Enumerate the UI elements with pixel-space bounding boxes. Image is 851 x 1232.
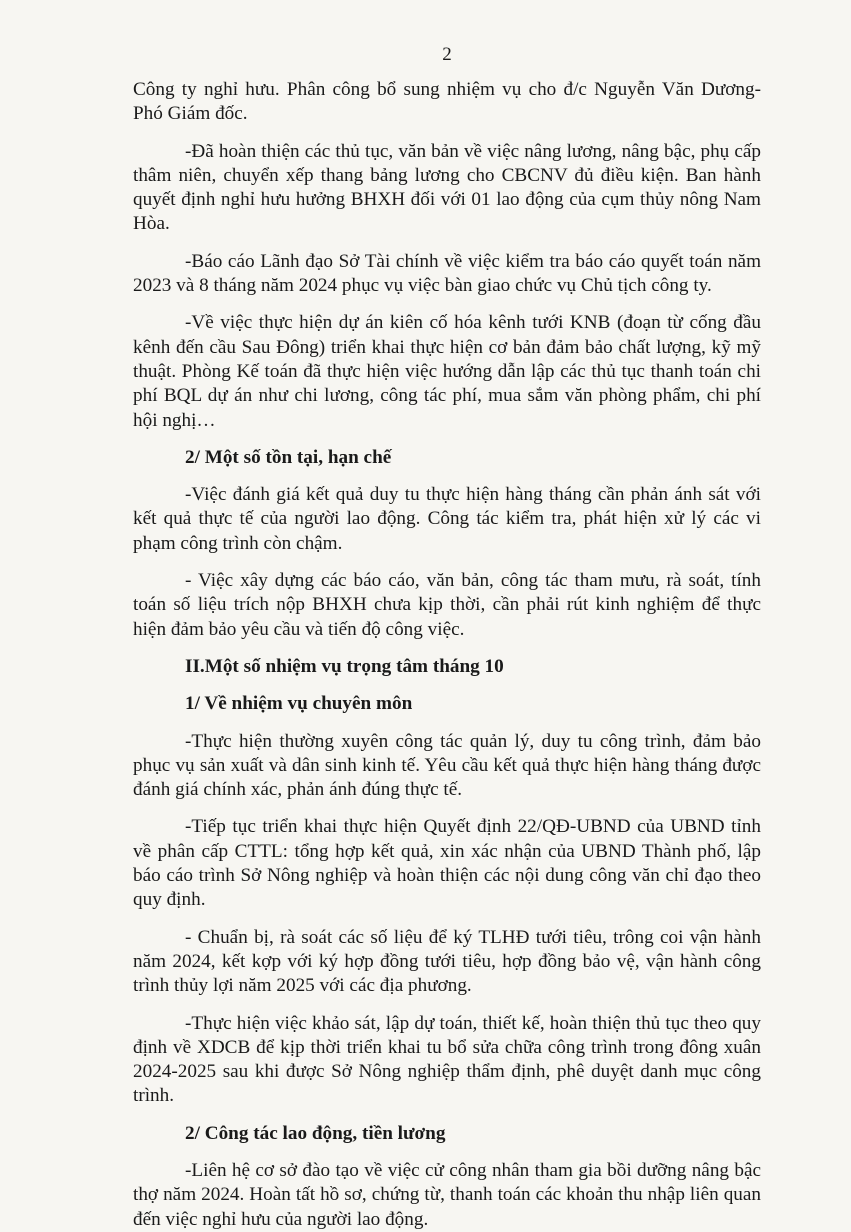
heading-expertise-tasks: 1/ Về nhiệm vụ chuyên môn — [185, 693, 413, 715]
paragraph-canal-project: -Về việc thực hiện dự án kiên cố hóa kênh tưới KNB (đoạn từ cống đầu kênh đến cầu Sau Đông) triển khai thực hiện cơ bản đảm bảo chất lượng, kỹ mỹ thuật. Phòng Kế toán đã thực hiện việc hướng dẫn lập các thủ tục thanh toán chi phí BQL dự án như chi lương, công tác phí, mua sắm văn phòng phẩm, chi phí hội nghị… — [133, 312, 761, 431]
paragraph-retirement-assignment: Công ty nghỉ hưu. Phân công bổ sung nhiệm vụ cho đ/c Nguyễn Văn Dương- Phó Giám đốc. — [133, 79, 761, 125]
heading-section-ii: II.Một số nhiệm vụ trọng tâm tháng 10 — [185, 655, 504, 677]
paragraph-decision-22: -Tiếp tục triển khai thực hiện Quyết định 22/QĐ-UBND của UBND tỉnh về phân cấp CTTL: tổng hợp kết quả, xin xác nhận của UBND Thành phố, lập báo cáo trình Sở Nông nghiệp và hoàn thiện các nội dung công văn chỉ đạo theo quy định. — [133, 816, 761, 911]
paragraph-maintenance-evaluation: -Việc đánh giá kết quả duy tu thực hiện hàng tháng cần phản ánh sát với kết quả thực tế của người lao động. Công tác kiểm tra, phát hiện xử lý các vi phạm công trình còn chậm. — [133, 484, 761, 554]
paragraph-finance-report: -Báo cáo Lãnh đạo Sở Tài chính về việc kiểm tra báo cáo quyết toán năm 2023 và 8 tháng năm 2024 phục vụ việc bàn giao chức vụ Chủ tịch công ty. — [133, 250, 761, 297]
paragraph-training-contact: -Liên hệ cơ sở đào tạo về việc cử công nhân tham gia bồi dưỡng nâng bậc thợ năm 2024. Hoàn tất hồ sơ, chứng từ, thanh toán các khoản thu nhập liên quan đến việc nghỉ hưu của người lao động. — [133, 1159, 761, 1230]
paragraph-report-building: - Việc xây dựng các báo cáo, văn bản, công tác tham mưu, rà soát, tính toán số liệu trích nộp BHXH chưa kịp thời, cần phải rút kinh nghiệm để thực hiện đảm bảo yêu cầu và tiến độ công việc. — [133, 570, 761, 640]
paragraph-irrigation-contracts: - Chuẩn bị, rà soát các số liệu để ký TLHĐ tưới tiêu, trông coi vận hành năm 2024, kết kợp với ký hợp đồng tưới tiêu, hợp đồng bảo vệ, vận hành công trình thủy lợi năm 2025 với các địa phương. — [133, 926, 761, 997]
heading-limitations: 2/ Một số tồn tại, hạn chế — [185, 446, 392, 468]
paragraph-salary-procedures: -Đã hoàn thiện các thủ tục, văn bản về việc nâng lương, nâng bậc, phụ cấp thâm niên, chuyển xếp thang bảng lương cho CBCNV đủ điều kiện. Ban hành quyết định nghỉ hưu hưởng BHXH đối với 01 lao động của cụm thủy nông Nam Hòa. — [133, 140, 761, 235]
page-number: 2 — [442, 44, 452, 65]
paragraph-regular-management: -Thực hiện thường xuyên công tác quản lý, duy tu công trình, đảm bảo phục vụ sản xuất và dân sinh kinh tế. Yêu cầu kết quả thực hiện hàng tháng được đánh giá chính xác, phản ánh đúng thực tế. — [133, 730, 761, 801]
heading-labor-salary: 2/ Công tác lao động, tiền lương — [185, 1122, 446, 1144]
paragraph-survey-estimate: -Thực hiện việc khảo sát, lập dự toán, thiết kế, hoàn thiện thủ tục theo quy định về XDCB để kịp thời triển khai tu bổ sửa chữa công trình trong đông xuân 2024-2025 sau khi được Sở Nông nghiệp thẩm định, phê duyệt danh mục công trình. — [133, 1012, 761, 1107]
